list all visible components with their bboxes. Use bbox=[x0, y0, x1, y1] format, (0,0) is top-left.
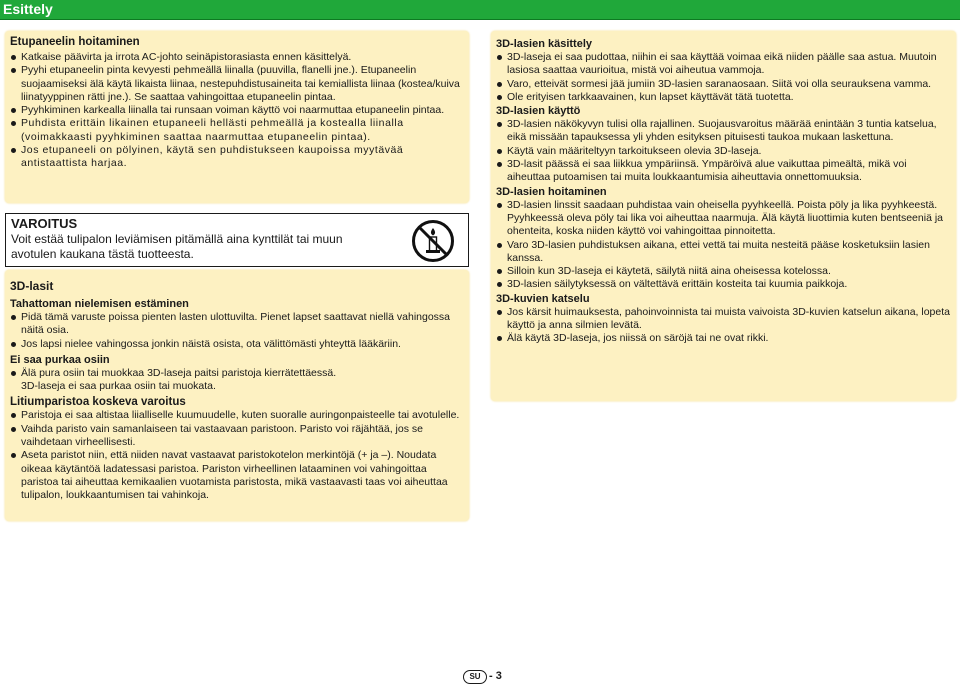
list-item: Pyyhkiminen karkealla liinalla tai runsaan voiman käyttö voi naarmuttaa etupaneelin pintaa. bbox=[10, 104, 465, 117]
list-item: Jos kärsit huimauksesta, pahoinvoinnista tai muista vaivoista 3D-kuvien katselun aikana, lopeta käyttö ja anna silmien levätä. bbox=[496, 306, 952, 333]
list-item: 3D-lasien säilytyksessä on vältettävä erittäin kosteita tai kuumia paikkoja. bbox=[496, 278, 952, 291]
maintenance-title: 3D-lasien hoitaminen bbox=[496, 185, 607, 198]
battery-title: Litiumparistoa koskeva varoitus bbox=[10, 396, 186, 409]
swallow-list bbox=[10, 311, 465, 351]
handling-list bbox=[496, 51, 952, 104]
list-item: Jos etupaneeli on pölyinen, käytä sen puhdistukseen kaupoissa myytävää antistaattista harjaa. bbox=[10, 144, 465, 171]
list-item: Paristoja ei saa altistaa liialliselle kuumuudelle, kuten suoralle auringonpaisteelle tai avotulelle. bbox=[10, 409, 465, 422]
list-item: Älä käytä 3D-laseja, jos niissä on säröjä tai ne ovat rikki. bbox=[496, 332, 952, 345]
usage-title: 3D-lasien käyttö bbox=[496, 105, 581, 118]
warning-box bbox=[5, 213, 469, 267]
list-item: Pyyhi etupaneelin pinta kevyesti pehmeällä liinalla (puuvilla, flanelli jne.). Etupaneelin suojaamiseksi älä käytä likaista liinaa, nestepuhdistusaineita tai kemiallista liinaa (kostea/kuiva liinatyyppinen rätti jne.). Se saattaa vahingoittaa etupaneelin pintaa. bbox=[10, 64, 465, 104]
list-item: 3D-lasien linssit saadaan puhdistaa vain oheisella pyyhkeellä. Poista pöly ja lika pyyhkeestä. Pyyhkeessä oleva pöly tai lika voi aiheuttaa naarmuja. Älä käytä liuottimia kuten bentseeniä ja ohenteita, koska niiden käyttö voi vahingoittaa pinnoitetta. bbox=[496, 199, 952, 239]
warning-text: Voit estää tulipalon leviämisen pitämällä aina kynttilät tai muun avotulen kaukana tästä tuotteesta. bbox=[11, 232, 343, 261]
disassemble-note: 3D-laseja ei saa purkaa osiin tai muokata. bbox=[21, 380, 216, 393]
battery-list bbox=[10, 409, 465, 502]
usage-list bbox=[496, 118, 952, 184]
front-panel-care-panel bbox=[5, 31, 469, 203]
header-bar bbox=[0, 0, 960, 20]
3d-glasses-title: 3D-lasit bbox=[10, 279, 54, 293]
no-candle-icon bbox=[410, 218, 456, 264]
list-item: 3D-lasit päässä ei saa liikkua ympäriinsä. Ympäröivä alue vaikuttaa pimeältä, mikä voi aiheuttaa putoamisen tai muita loukkaantumisia aiheuttavia onnettomuuksia. bbox=[496, 158, 952, 185]
page-title: Esittely bbox=[3, 1, 53, 17]
front-panel-care-title: Etupaneelin hoitaminen bbox=[10, 36, 140, 48]
list-item: Puhdista erittäin likainen etupaneeli hellästi pehmeällä ja kostealla liinalla (voimakkaasti pyyhkiminen saattaa naarmuttaa etupaneelin pintaa). bbox=[10, 117, 465, 144]
list-item: Aseta paristot niin, että niiden navat vastaavat paristokotelon merkintöjä (+ ja –). Noudata oikeaa käytäntöä ladatessasi paristoa. Pariston virheellinen lataaminen voi vahingoittaa paristoa tai aiheuttaa kemikaalien vuotamista paristosta, mikä vastaavasti taas voi aiheuttaa tulipalon, loukkaantumisen tai vahinkoja. bbox=[10, 449, 465, 502]
list-item: Älä pura osiin tai muokkaa 3D-laseja paitsi paristoja kierrätettäessä. bbox=[10, 367, 465, 380]
language-badge: SU bbox=[463, 670, 487, 684]
swallow-title: Tahattoman nielemisen estäminen bbox=[10, 298, 189, 310]
list-item: Jos lapsi nielee vahingossa jonkin näistä osista, ota välittömästi yhteyttä lääkäriin. bbox=[10, 338, 465, 351]
page-number-text: - 3 bbox=[489, 670, 502, 682]
front-panel-care-list bbox=[10, 51, 465, 171]
maintenance-list bbox=[496, 199, 952, 292]
disassemble-list bbox=[10, 367, 465, 380]
disassemble-title: Ei saa purkaa osiin bbox=[10, 353, 110, 366]
3d-glasses-panel bbox=[5, 270, 469, 521]
list-item: Ole erityisen tarkkaavainen, kun lapset käyttävät tätä tuotetta. bbox=[496, 91, 952, 104]
3d-glasses-usage-panel bbox=[491, 31, 956, 401]
list-item: Vaihda paristo vain samanlaiseen tai vastaavaan paristoon. Paristo voi räjähtää, jos se vaihdetaan virheellisesti. bbox=[10, 423, 465, 450]
list-item: Käytä vain määriteltyyn tarkoitukseen olevia 3D-laseja. bbox=[496, 145, 952, 158]
list-item: Varo, etteivät sormesi jää jumiin 3D-lasien saranaosaan. Siitä voi olla seurauksena vamma. bbox=[496, 78, 952, 91]
viewing-title: 3D-kuvien katselu bbox=[496, 292, 590, 305]
list-item: 3D-lasien näkökyvyn tulisi olla rajallinen. Suojausvaroitus määrää enintään 3 tuntia katselua, eikä missään tapauksessa yli yhden esityksen pituisesti taukoa mukaan laskettuna. bbox=[496, 118, 952, 145]
list-item: Silloin kun 3D-laseja ei käytetä, säilytä niitä aina oheisessa kotelossa. bbox=[496, 265, 952, 278]
warning-title: VAROITUS bbox=[11, 216, 78, 231]
list-item: Pidä tämä varuste poissa pienten lasten ulottuvilta. Pienet lapset saattavat niellä vahingossa näitä osia. bbox=[10, 311, 465, 338]
list-item: Katkaise päävirta ja irrota AC-johto seinäpistorasiasta ennen käsittelyä. bbox=[10, 51, 465, 64]
viewing-list bbox=[496, 306, 952, 346]
list-item: 3D-laseja ei saa pudottaa, niihin ei saa käyttää voimaa eikä niiden päälle saa astua. Muutoin lasiosa saattaa vaurioitua, mistä voi aiheutua vammoja. bbox=[496, 51, 952, 78]
handling-title: 3D-lasien käsittely bbox=[496, 38, 592, 50]
list-item: Varo 3D-lasien puhdistuksen aikana, ettei vettä tai muita nesteitä pääse kosketuksiin lasien kanssa. bbox=[496, 239, 952, 266]
